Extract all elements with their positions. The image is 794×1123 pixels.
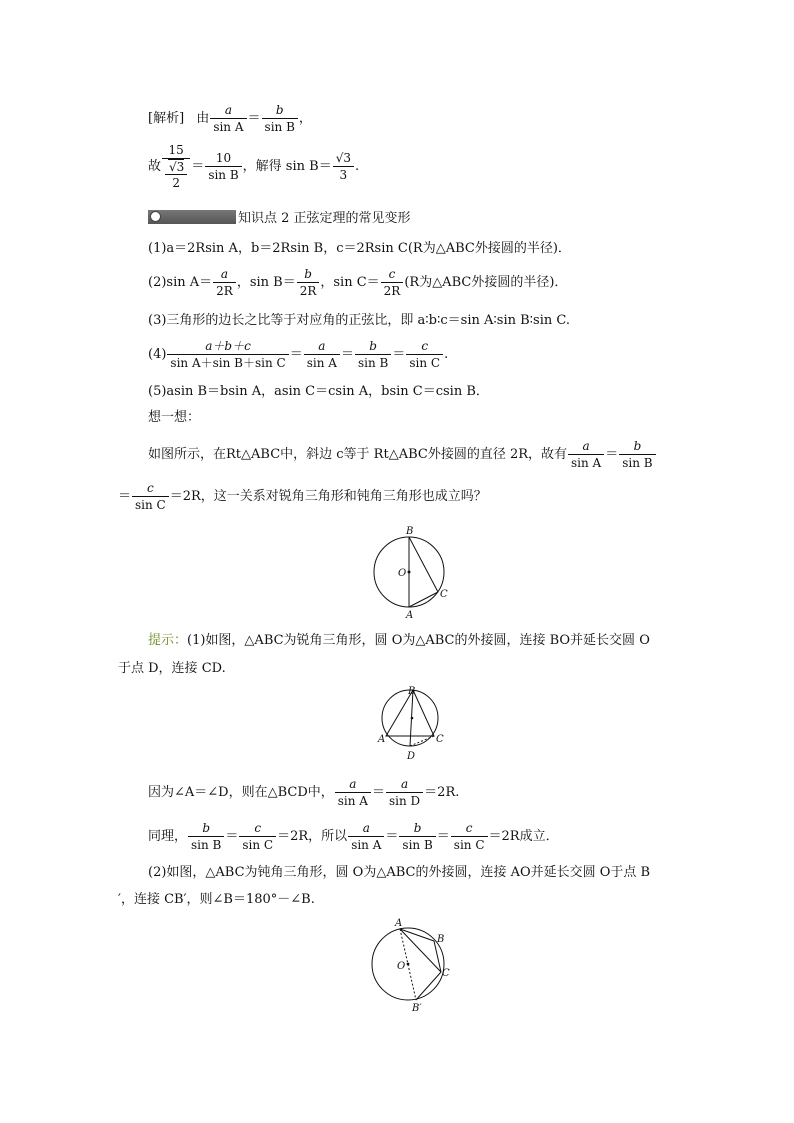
fraction-b-over-sinB: $\frac{b}{\text{sin B}}$ bbox=[262, 104, 298, 133]
figure-acute-triangle bbox=[370, 684, 450, 764]
hint-label: 提示： bbox=[148, 633, 188, 648]
label-B: B bbox=[406, 526, 414, 537]
figure-obtuse-triangle bbox=[362, 914, 462, 1014]
fraction-sqrt3-over-3: $\frac{√3}{3}$ bbox=[333, 152, 354, 181]
analysis-tag: [解析] bbox=[148, 111, 185, 126]
result-text: ，解得 sin B＝ bbox=[242, 159, 332, 174]
think-question-line-2: ＝ $\frac{c}{\text{sin C}}$ ＝2R，这一关系对锐角三角形和钝角三角形也成立吗？ bbox=[118, 481, 487, 512]
segment-CB-prime bbox=[416, 972, 441, 1000]
label-O: O bbox=[397, 961, 406, 972]
item-2: (2)sin A＝ $\frac{a}{2R}$ ，sin B＝ $\frac{b}{2R}$ ，sin C＝ $\frac{c}{2R}$ (R为△ABC外接圆的半径)． bbox=[148, 267, 568, 298]
section-banner bbox=[148, 210, 236, 224]
item-4: (4) $\frac{a+b+c}{\text{sin A＋sin B＋sin C}}$ ＝ $\frac{a}{\text{sin A}}$ ＝ $\frac{b}{\text{sin B}}$ ＝ $\frac{c}{\text{sin C}}$ . bbox=[148, 339, 449, 370]
label-B: B bbox=[437, 934, 445, 945]
center-dot bbox=[407, 963, 410, 966]
hint-line-4b: ′，连接 CB′，则∠B＝180°－∠B. bbox=[118, 892, 315, 907]
label-C: C bbox=[440, 589, 448, 600]
side-BC bbox=[409, 537, 438, 592]
gu-label: 故 bbox=[148, 159, 162, 174]
fraction-15-over-sqrt3-2: $\frac{15}{\frac{√3}{2}}$ bbox=[162, 144, 190, 189]
figure-right-triangle bbox=[360, 520, 460, 626]
item-1: (1)a＝2Rsin A，b＝2Rsin B，c＝2Rsin C(R为△ABC外接圆的半径)． bbox=[148, 241, 571, 256]
fraction-10-over-sinB: $\frac{10}{\text{sin B}}$ bbox=[205, 152, 241, 181]
fraction-a-over-sinA: $\frac{a}{\text{sin A}}$ bbox=[210, 104, 246, 133]
hint-line-1b: 于点 D，连接 CD. bbox=[118, 661, 226, 676]
punct: ， bbox=[298, 111, 312, 126]
item-3: (3)三角形的边长之比等于对应角的正弦比，即 a∶b∶c＝sin A∶sin B∶sin C. bbox=[148, 313, 570, 328]
label-C: C bbox=[442, 968, 450, 979]
center-dot bbox=[408, 571, 411, 574]
segment-AC bbox=[400, 929, 441, 972]
label-O: O bbox=[398, 568, 407, 579]
analysis-line-2 bbox=[148, 144, 359, 189]
label-C: C bbox=[436, 734, 444, 745]
equals-sign: ＝ bbox=[191, 159, 205, 174]
hint-line-4: (2)如图，△ABC为钝角三角形，圆 O为△ABC的外接圆，连接 AO并延长交圆 O于点 B bbox=[148, 865, 651, 880]
section-title: 知识点 2 正弦定理的常见变形 bbox=[238, 211, 411, 226]
center-dot bbox=[411, 717, 414, 720]
label-D: D bbox=[407, 751, 416, 762]
analysis-line-1 bbox=[148, 104, 312, 133]
label-A: A bbox=[406, 610, 414, 621]
think-label: 想一想： bbox=[148, 410, 201, 425]
label-A: A bbox=[395, 918, 403, 929]
punct: . bbox=[354, 159, 360, 174]
play-icon bbox=[150, 211, 161, 222]
analysis-you: 由 bbox=[196, 111, 210, 126]
hint-line-1: 提示：(1)如图，△ABC为锐角三角形，圆 O为△ABC的外接圆，连接 BO并延长交圆 O bbox=[148, 633, 650, 648]
think-question-line-1: 如图所示，在Rt△ABC中，斜边 c等于 Rt△ABC外接圆的直径 2R，故有 $\frac{a}{\text{sin A}}$ ＝ $\frac{b}{\text{sin B}}$ bbox=[148, 440, 657, 469]
label-B: B bbox=[408, 686, 416, 697]
label-A: A bbox=[378, 734, 386, 745]
label-B-prime: B′ bbox=[412, 1003, 422, 1014]
item-5: (5)asin B＝bsin A，asin C＝csin A，bsin C＝csin B． bbox=[148, 384, 489, 399]
hint-line-3: 同理， $\frac{b}{\text{sin B}}$ ＝ $\frac{c}{\text{sin C}}$ ＝2R，所以 $\frac{a}{\text{sin A}}$ ＝ $\frac{b}{\text{sin B}}$ ＝ $\frac{c}{\text{sin C}}$ ＝2R成立． bbox=[148, 821, 559, 852]
side-AC bbox=[409, 592, 438, 607]
equals-sign: ＝ bbox=[247, 111, 261, 126]
hint-line-2: 因为∠A＝∠D，则在△BCD中， $\frac{a}{\text{sin A}}$ ＝ $\frac{a}{\text{sin D}}$ ＝2R. bbox=[148, 777, 460, 808]
segment-BC bbox=[434, 941, 441, 972]
